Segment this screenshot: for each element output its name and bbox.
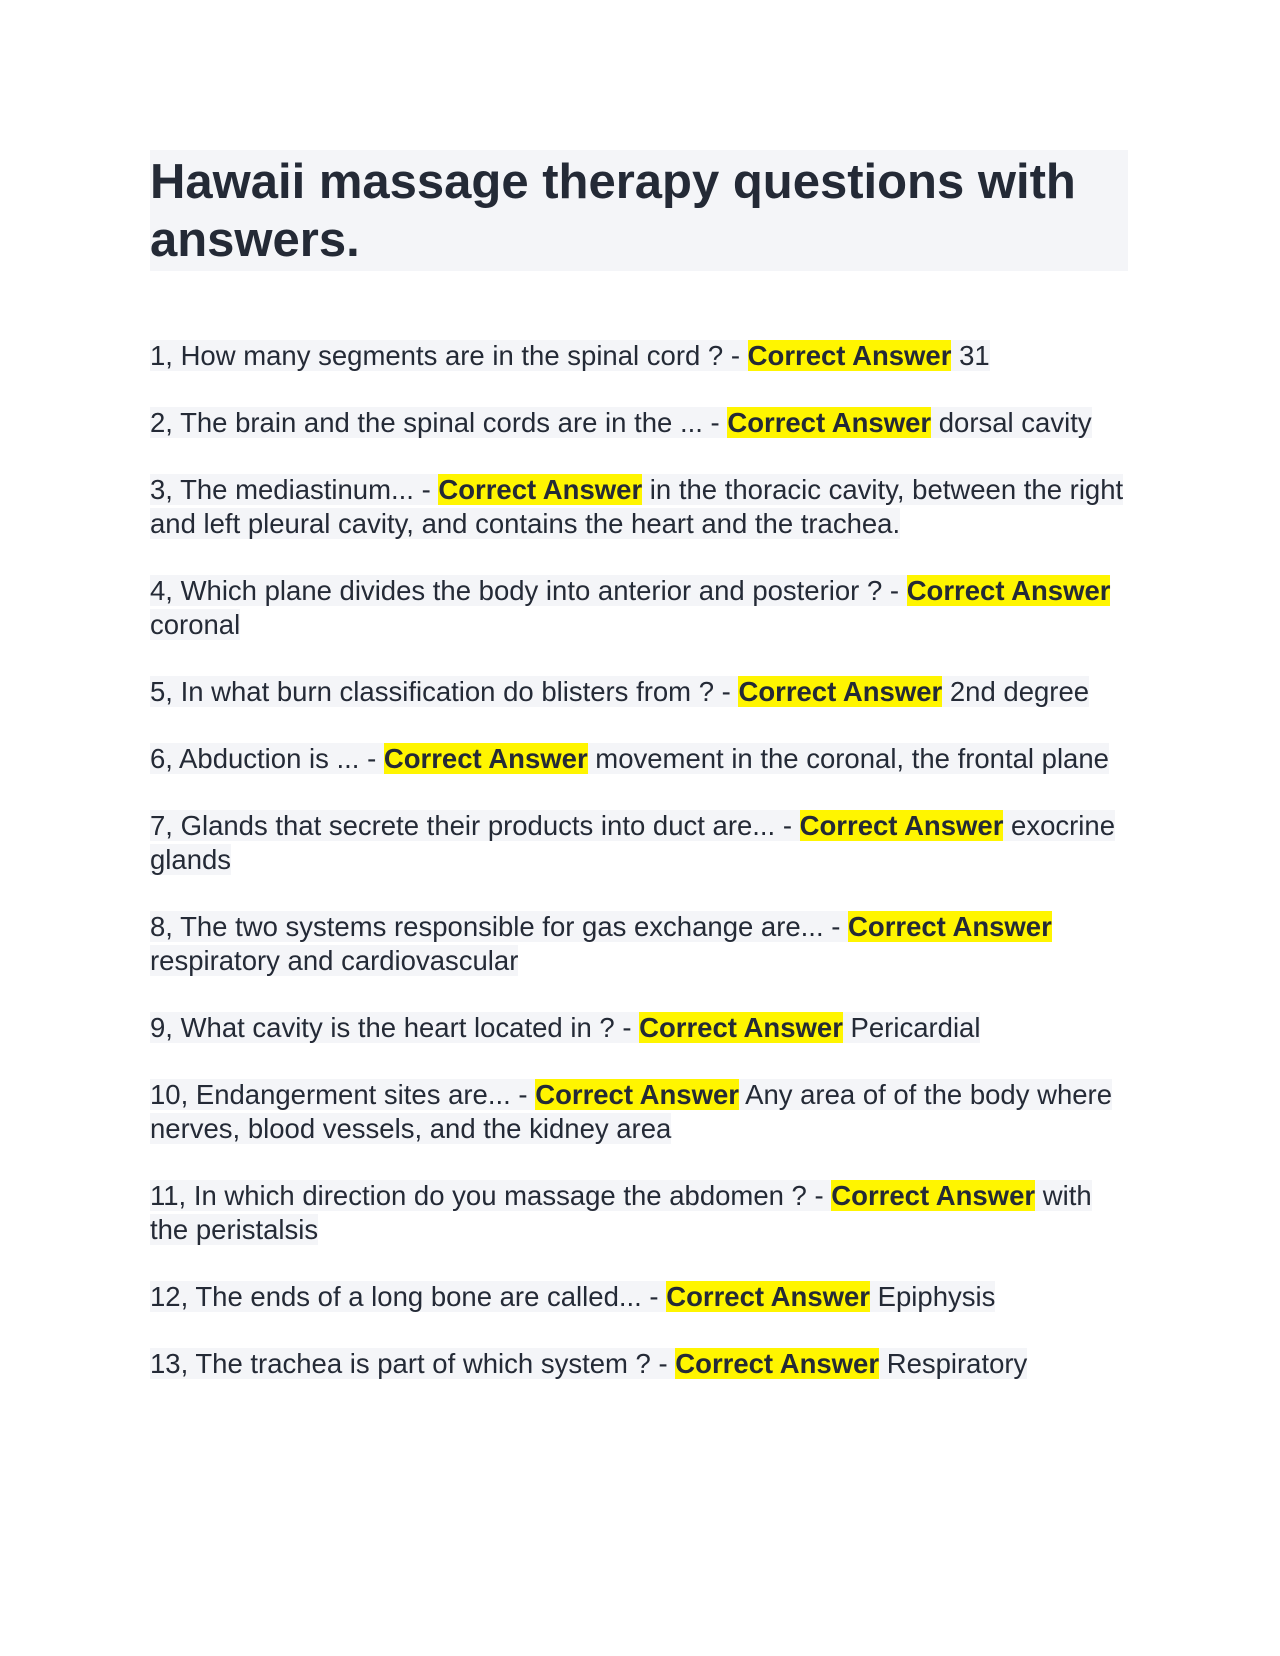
qa-item-8 bbox=[150, 910, 1125, 978]
question-text: 9, What cavity is the heart located in ? - bbox=[150, 1012, 640, 1043]
question-text: 2, The brain and the spinal cords are in the ... - bbox=[150, 407, 728, 438]
correct-answer-label: Correct Answer bbox=[906, 575, 1111, 606]
qa-item-6 bbox=[150, 742, 1125, 776]
correct-answer-label: Correct Answer bbox=[738, 676, 943, 707]
qa-list bbox=[150, 339, 1128, 1381]
qa-item-12 bbox=[150, 1280, 1125, 1314]
qa-item-1 bbox=[150, 339, 1125, 373]
qa-item-5 bbox=[150, 675, 1125, 709]
answer-text: exocrine glands bbox=[150, 810, 1116, 875]
question-text: 5, In what burn classification do blisters from ? - bbox=[150, 676, 739, 707]
answer-text: in the thoracic cavity, between the right and left pleural cavity, and contains the heart and the trachea. bbox=[150, 474, 1124, 539]
question-text: 13, The trachea is part of which system ? - bbox=[150, 1348, 676, 1379]
document-page bbox=[150, 150, 1128, 1414]
correct-answer-label: Correct Answer bbox=[438, 474, 643, 505]
correct-answer-label: Correct Answer bbox=[831, 1180, 1036, 1211]
correct-answer-label: Correct Answer bbox=[747, 340, 952, 371]
correct-answer-label: Correct Answer bbox=[675, 1348, 880, 1379]
qa-item-2 bbox=[150, 406, 1125, 440]
question-text: 10, Endangerment sites are... - bbox=[150, 1079, 536, 1110]
question-text: 8, The two systems responsible for gas exchange are... - bbox=[150, 911, 849, 942]
answer-text: coronal bbox=[150, 609, 241, 640]
answer-text: Pericardial bbox=[842, 1012, 981, 1043]
qa-item-9 bbox=[150, 1011, 1125, 1045]
answer-text: movement in the coronal, the frontal plane bbox=[587, 743, 1109, 774]
question-text: 12, The ends of a long bone are called... - bbox=[150, 1281, 667, 1312]
qa-item-10 bbox=[150, 1078, 1125, 1146]
question-text: 1, How many segments are in the spinal cord ? - bbox=[150, 340, 748, 371]
correct-answer-label: Correct Answer bbox=[383, 743, 588, 774]
document-title: Hawaii massage therapy questions with answers. bbox=[150, 150, 1128, 271]
correct-answer-label: Correct Answer bbox=[535, 1079, 739, 1110]
answer-text: Respiratory bbox=[879, 1348, 1028, 1379]
correct-answer-label: Correct Answer bbox=[799, 810, 1004, 841]
question-text: 3, The mediastinum... - bbox=[150, 474, 439, 505]
correct-answer-label: Correct Answer bbox=[666, 1281, 871, 1312]
qa-item-11 bbox=[150, 1179, 1125, 1247]
question-text: 11, In which direction do you massage the abdomen ? - bbox=[150, 1180, 832, 1211]
qa-item-13 bbox=[150, 1347, 1125, 1381]
qa-item-7 bbox=[150, 809, 1125, 877]
question-text: 7, Glands that secrete their products into duct are... - bbox=[150, 810, 800, 841]
correct-answer-label: Correct Answer bbox=[639, 1012, 843, 1043]
correct-answer-label: Correct Answer bbox=[727, 407, 932, 438]
question-text: 4, Which plane divides the body into anterior and posterior ? - bbox=[150, 575, 907, 606]
qa-item-4 bbox=[150, 574, 1125, 642]
question-text: 6, Abduction is ... - bbox=[150, 743, 384, 774]
qa-item-3 bbox=[150, 473, 1125, 541]
answer-text: Epiphysis bbox=[870, 1281, 996, 1312]
answer-text: respiratory and cardiovascular bbox=[150, 945, 519, 976]
answer-text: 31 bbox=[951, 340, 990, 371]
answer-text: dorsal cavity bbox=[931, 407, 1092, 438]
answer-text: Any area of of the body where nerves, blood vessels, and the kidney area bbox=[150, 1079, 1113, 1144]
answer-text: with the peristalsis bbox=[150, 1180, 1092, 1245]
answer-text: 2nd degree bbox=[942, 676, 1090, 707]
correct-answer-label: Correct Answer bbox=[848, 911, 1052, 942]
